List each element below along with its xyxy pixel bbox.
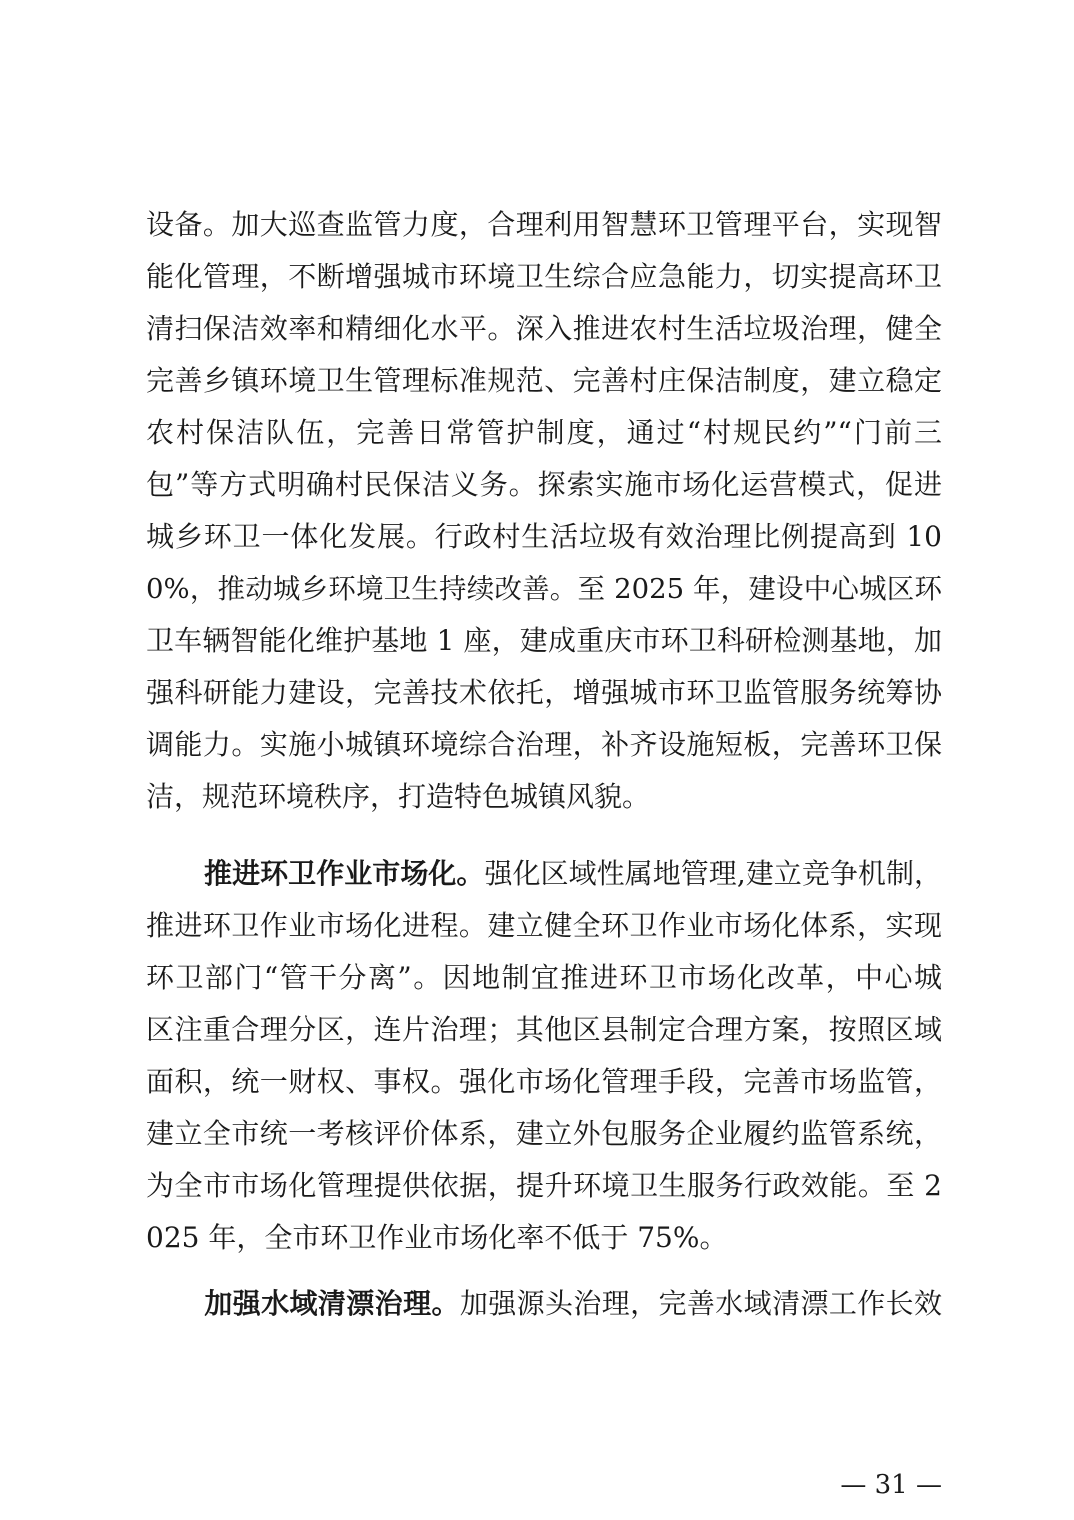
paragraph-heading: 加强水域清漂治理。 <box>204 1287 460 1320</box>
paragraph-line: 洁，规范环境秩序，打造特色城镇风貌。 <box>146 780 651 813</box>
page-number: — 31 — <box>840 1470 942 1500</box>
paragraph-text: 强化区域性属地管理,建立竞争机制， <box>484 857 942 890</box>
paragraph-line: 城乡环卫一体化发展。行政村生活垃圾有效治理比例提高到 10 <box>146 520 942 553</box>
paragraph-line: 025 年，全市环卫作业市场化率不低于 75%。 <box>146 1221 728 1254</box>
paragraph-line: 区注重合理分区，连片治理；其他区县制定合理方案，按照区域 <box>146 1013 942 1046</box>
paragraph-1 <box>146 199 942 823</box>
paragraph-line: 环卫部门“管干分离”。因地制宜推进环卫市场化改革，中心城 <box>146 961 942 994</box>
paragraph-line: 建立全市统一考核评价体系，建立外包服务企业履约监管系统， <box>146 1117 942 1150</box>
paragraph-line: 设备。加大巡查监管力度，合理利用智慧环卫管理平台，实现智 <box>146 208 942 241</box>
paragraph-2 <box>146 848 942 1264</box>
paragraph-line: 为全市市场化管理提供依据，提升环境卫生服务行政效能。至 2 <box>146 1169 942 1202</box>
paragraph-first-line <box>146 1278 942 1330</box>
paragraph-line: 调能力。实施小城镇环境综合治理，补齐设施短板，完善环卫保 <box>146 728 942 761</box>
paragraph-line: 面积，统一财权、事权。强化市场化管理手段，完善市场监管， <box>146 1065 942 1098</box>
paragraph-line: 卫车辆智能化维护基地 1 座，建成重庆市环卫科研检测基地，加 <box>146 624 942 657</box>
paragraph-line: 0%，推动城乡环境卫生持续改善。至 2025 年，建设中心城区环 <box>146 573 942 605</box>
paragraph-text: 加强源头治理，完善水域清漂工作长效 <box>459 1287 942 1320</box>
paragraph-line: 完善乡镇环境卫生管理标准规范、完善村庄保洁制度，建立稳定 <box>146 364 942 397</box>
paragraph-line: 能化管理，不断增强城市环境卫生综合应急能力，切实提高环卫 <box>146 260 942 293</box>
paragraph-line: 农村保洁队伍，完善日常管护制度，通过“村规民约”“门前三 <box>146 416 942 449</box>
paragraph-first-line <box>146 848 942 900</box>
paragraph-line: 清扫保洁效率和精细化水平。深入推进农村生活垃圾治理，健全 <box>146 312 942 345</box>
paragraph-line: 包”等方式明确村民保洁义务。探索实施市场化运营模式，促进 <box>146 468 942 501</box>
paragraph-line: 推进环卫作业市场化进程。建立健全环卫作业市场化体系，实现 <box>146 909 942 942</box>
paragraph-line: 强科研能力建设，完善技术依托，增强城市环卫监管服务统筹协 <box>146 676 942 709</box>
paragraph-3 <box>146 1278 942 1330</box>
paragraph-heading: 推进环卫作业市场化。 <box>204 857 485 890</box>
